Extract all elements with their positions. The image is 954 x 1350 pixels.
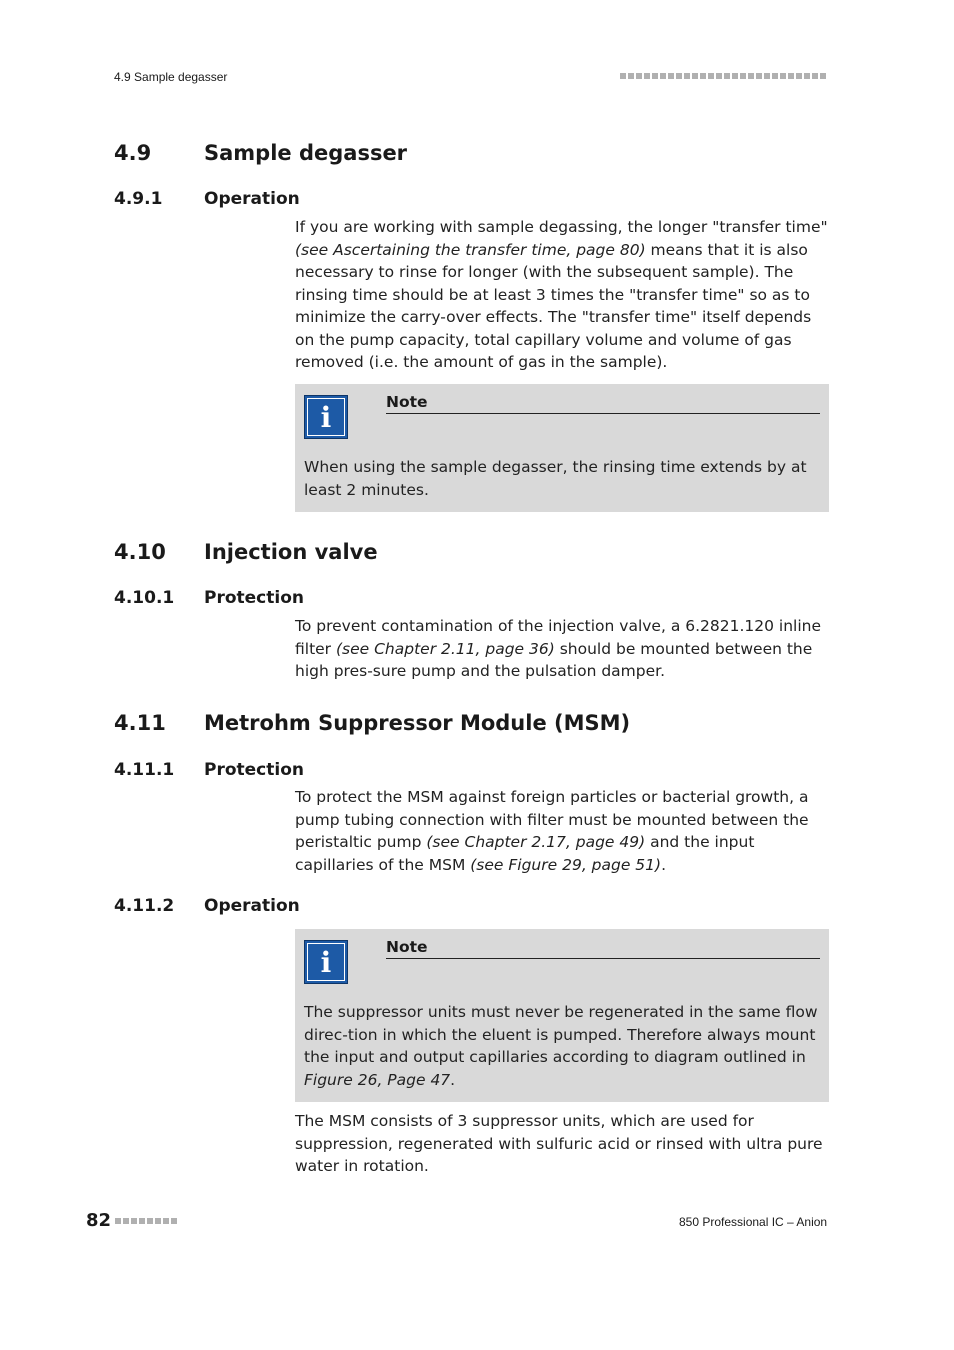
paragraph-msm-protection <box>295 786 831 876</box>
footer-marker-squares <box>115 1218 177 1224</box>
heading-4-11 <box>114 711 630 735</box>
heading-4-10-1 <box>114 588 304 608</box>
info-glyph: i <box>307 943 345 981</box>
paragraph-msm-units: The MSM consists of 3 suppressor units, which are used for suppression, regenerated with sulfuric acid or rinsed with ultra pure water in rotation. <box>295 1112 823 1175</box>
page-number: 82 <box>86 1210 112 1231</box>
heading-number: 4.9.1 <box>114 189 163 209</box>
note-text <box>304 1001 820 1091</box>
cross-reference: (see Chapter 2.17, page 49) <box>426 833 646 851</box>
note-box <box>295 384 829 512</box>
note-title: Note <box>386 393 820 414</box>
text: . <box>661 855 667 874</box>
info-icon <box>304 395 348 439</box>
text: and the input capillaries of the MSM <box>295 833 755 874</box>
heading-number: 4.11.2 <box>114 896 175 916</box>
paragraph-sample-degassing <box>295 216 831 374</box>
cross-reference: (see Figure 29, page 51) <box>470 855 662 874</box>
heading-title: Protection <box>204 760 304 780</box>
text: . <box>450 1070 456 1089</box>
heading-title: Metrohm Suppressor Module (MSM) <box>204 711 631 735</box>
heading-title: Protection <box>204 588 304 608</box>
heading-title: Injection valve <box>204 540 378 564</box>
heading-4-9-1 <box>114 189 300 209</box>
note-text: When using the sample degasser, the rinsing time extends by at least 2 minutes. <box>304 458 807 499</box>
cross-reference: (see Ascertaining the transfer time, page 80) <box>295 240 646 259</box>
product-name: 850 Professional IC – Anion <box>679 1215 828 1229</box>
info-glyph: i <box>307 398 345 436</box>
heading-title: Operation <box>204 189 300 209</box>
heading-title: Sample degasser <box>204 141 408 165</box>
text: The suppressor units must never be regenerated in the same flow direc-tion in which the eluent is pumped. Therefore always mount the input and output capillaries according to diagram outlined in <box>304 1003 818 1066</box>
heading-4-9 <box>114 141 407 165</box>
heading-4-10 <box>114 540 378 564</box>
heading-number: 4.10.1 <box>114 588 175 608</box>
cross-reference: Figure 26, Page 47 <box>304 1070 451 1089</box>
heading-4-11-1 <box>114 760 304 780</box>
heading-4-11-2 <box>114 896 300 916</box>
heading-number: 4.10 <box>114 540 166 564</box>
note-title: Note <box>386 938 820 959</box>
note-box <box>295 929 829 1102</box>
text: If you are working with sample degassing, the longer "transfer time" <box>295 218 828 236</box>
cross-reference: (see Chapter 2.11, page 36) <box>335 639 555 658</box>
text: means that it is also necessary to rinse for longer (with the subsequent sample). The rinsing time should be at least 3 times the "transfer time" so as to minimize the carry-over effects. The "transfer time" itself depends on the pump capacity, total capillary volume and volume of gas removed (i.e. the amount of gas in the sample). <box>295 240 812 371</box>
info-icon <box>304 940 348 984</box>
running-header: 4.9 Sample degasser <box>114 70 228 84</box>
heading-number: 4.9 <box>114 141 152 165</box>
text: should be mounted between the high pres-sure pump and the pulsation damper. <box>295 639 813 680</box>
header-marker-squares <box>620 73 826 79</box>
text: To protect the MSM against foreign particles or bacterial growth, a pump tubing connection with filter must be mounted between the peristaltic pump <box>295 788 809 851</box>
text: To prevent contamination of the injection valve, a 6.2821.120 inline filter <box>295 617 822 658</box>
paragraph-injection-valve <box>295 615 831 683</box>
heading-number: 4.11 <box>114 711 166 735</box>
heading-number: 4.11.1 <box>114 760 175 780</box>
heading-title: Operation <box>204 896 300 916</box>
